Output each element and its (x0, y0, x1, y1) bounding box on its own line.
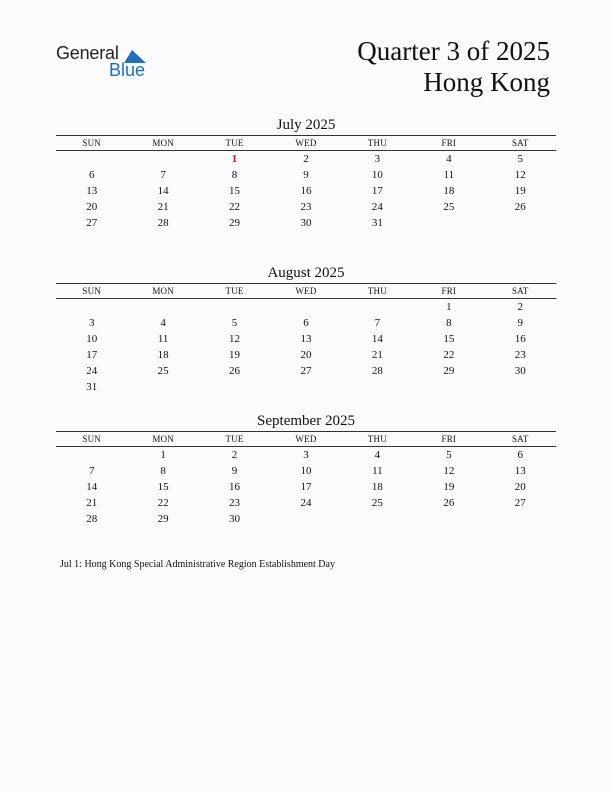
weekday-label: TUE (225, 434, 244, 444)
day-cell: 29 (157, 513, 169, 525)
day-cell: 5 (517, 153, 523, 165)
week-row (56, 379, 556, 395)
weekday-header (56, 431, 556, 447)
day-cell: 26 (443, 497, 455, 509)
day-cell: 2 (517, 301, 523, 313)
weekday-label: THU (367, 434, 387, 444)
day-cell: 2 (303, 153, 309, 165)
month-calendar-august (56, 263, 556, 395)
day-cell: 28 (371, 365, 383, 377)
month-title: September 2025 (257, 413, 355, 429)
day-cell: 26 (229, 365, 241, 377)
day-cell: 24 (86, 365, 98, 377)
day-cell: 3 (88, 317, 95, 329)
day-cell: 4 (374, 449, 381, 461)
generalblue-logo (56, 43, 156, 83)
day-cell: 16 (229, 481, 241, 493)
day-cell: 11 (443, 169, 455, 181)
day-cell: 14 (371, 333, 383, 345)
day-cell: 15 (229, 185, 241, 197)
weekday-label: THU (367, 286, 387, 296)
day-cell: 19 (443, 481, 455, 493)
day-cell: 16 (514, 333, 526, 345)
week-row (56, 299, 556, 315)
day-cell: 31 (86, 381, 98, 393)
page-title (357, 36, 550, 98)
week-row (56, 463, 556, 479)
day-cell: 29 (443, 365, 455, 377)
day-cell: 4 (160, 317, 166, 329)
weekday-label: FRI (441, 434, 457, 444)
month-calendar-july (56, 115, 556, 231)
day-cell: 8 (446, 317, 452, 329)
day-cell: 22 (157, 497, 169, 509)
day-cell: 19 (229, 349, 241, 361)
day-cell: 30 (300, 217, 312, 229)
day-cell: 1 (160, 449, 166, 461)
holiday-footnote: Jul 1: Hong Kong Special Administrative Region Establishment Day (60, 559, 335, 570)
day-cell: 13 (300, 333, 312, 345)
day-cell: 27 (300, 365, 312, 377)
logo-text-general: General (56, 43, 119, 63)
week-row (56, 347, 556, 363)
weekday-label: FRI (441, 138, 457, 148)
day-cell: 18 (443, 185, 455, 197)
week-row (56, 331, 556, 347)
weekday-header (56, 283, 556, 299)
day-cell: 22 (443, 349, 455, 361)
day-cell: 5 (231, 317, 238, 329)
day-cell: 16 (300, 185, 312, 197)
day-cell: 31 (371, 217, 383, 229)
day-cell: 24 (300, 497, 312, 509)
week-row (56, 183, 556, 199)
logo-text-blue: Blue (109, 60, 146, 80)
day-cell: 23 (229, 497, 241, 509)
day-cell: 6 (88, 169, 95, 181)
week-row (56, 363, 556, 379)
weekday-label: SUN (82, 138, 102, 148)
day-cell: 21 (371, 349, 383, 361)
day-cell: 22 (229, 201, 241, 213)
day-cell: 11 (372, 465, 383, 477)
day-cell: 6 (517, 449, 523, 461)
weekday-label: WED (295, 138, 317, 148)
day-cell: 10 (86, 333, 98, 345)
weekday-label: FRI (441, 286, 457, 296)
week-row (56, 199, 556, 215)
day-cell: 13 (86, 185, 98, 197)
day-cell: 28 (157, 217, 169, 229)
day-cell: 10 (300, 465, 312, 477)
title-region: Hong Kong (423, 67, 550, 97)
day-cell: 25 (157, 365, 169, 377)
day-cell: 3 (303, 449, 309, 461)
day-cell: 13 (514, 465, 526, 477)
day-cell: 26 (514, 201, 526, 213)
day-cell: 20 (300, 349, 312, 361)
week-row (56, 511, 556, 527)
weekday-label: WED (295, 286, 317, 296)
day-cell: 27 (514, 497, 526, 509)
day-cell: 11 (157, 333, 169, 345)
week-row (56, 479, 556, 495)
weekday-label: SAT (511, 286, 529, 296)
weekday-label: SAT (511, 434, 529, 444)
day-cell: 17 (86, 349, 98, 361)
day-cell: 30 (229, 513, 241, 525)
day-cell: 23 (300, 201, 312, 213)
day-cell: 1 (446, 301, 452, 313)
week-row (56, 151, 556, 167)
day-cell: 12 (229, 333, 241, 345)
weekday-label: TUE (225, 286, 244, 296)
day-cell: 9 (303, 169, 309, 181)
day-cell: 19 (514, 185, 526, 197)
day-cell: 18 (371, 481, 383, 493)
week-row (56, 215, 556, 231)
day-cell: 29 (229, 217, 241, 229)
day-cell: 15 (157, 481, 169, 493)
day-cell: 15 (443, 333, 455, 345)
week-row (56, 167, 556, 183)
weekday-label: MON (152, 434, 174, 444)
day-cell: 10 (371, 169, 383, 181)
day-cell: 20 (86, 201, 98, 213)
day-cell: 30 (514, 365, 526, 377)
day-cell: 12 (443, 465, 455, 477)
day-cell: 14 (86, 481, 98, 493)
day-cell: 17 (300, 481, 312, 493)
day-cell: 24 (371, 201, 383, 213)
day-cell: 28 (86, 513, 98, 525)
weekday-label: WED (295, 434, 317, 444)
week-row (56, 495, 556, 511)
holiday-day-cell: 1 (231, 153, 238, 165)
day-cell: 9 (517, 317, 523, 329)
week-row (56, 315, 556, 331)
weekday-label: SUN (82, 434, 102, 444)
week-row (56, 447, 556, 463)
day-cell: 21 (157, 201, 169, 213)
day-cell: 2 (231, 449, 238, 461)
day-cell: 25 (371, 497, 383, 509)
weekday-header (56, 135, 556, 151)
weekday-label: THU (367, 138, 387, 148)
day-cell: 7 (88, 465, 95, 477)
day-cell: 21 (86, 497, 98, 509)
month-title: July 2025 (276, 117, 336, 133)
day-cell: 6 (303, 317, 309, 329)
month-calendar-september (56, 411, 556, 527)
day-cell: 7 (374, 317, 381, 329)
day-cell: 18 (157, 349, 169, 361)
day-cell: 27 (86, 217, 98, 229)
day-cell: 7 (160, 169, 166, 181)
weekday-label: TUE (225, 138, 244, 148)
weekday-label: SUN (82, 286, 102, 296)
day-cell: 20 (514, 481, 526, 493)
day-cell: 12 (514, 169, 526, 181)
day-cell: 23 (514, 349, 526, 361)
day-cell: 4 (446, 153, 452, 165)
day-cell: 3 (374, 153, 381, 165)
day-cell: 17 (371, 185, 383, 197)
day-cell: 25 (443, 201, 455, 213)
day-cell: 9 (231, 465, 238, 477)
day-cell: 5 (446, 449, 452, 461)
day-cell: 8 (231, 169, 238, 181)
weekday-label: MON (152, 286, 174, 296)
day-cell: 14 (157, 185, 169, 197)
title-quarter: Quarter 3 of 2025 (357, 36, 550, 66)
month-title: August 2025 (267, 265, 345, 281)
weekday-label: SAT (511, 138, 529, 148)
weekday-label: MON (152, 138, 174, 148)
day-cell: 8 (160, 465, 166, 477)
